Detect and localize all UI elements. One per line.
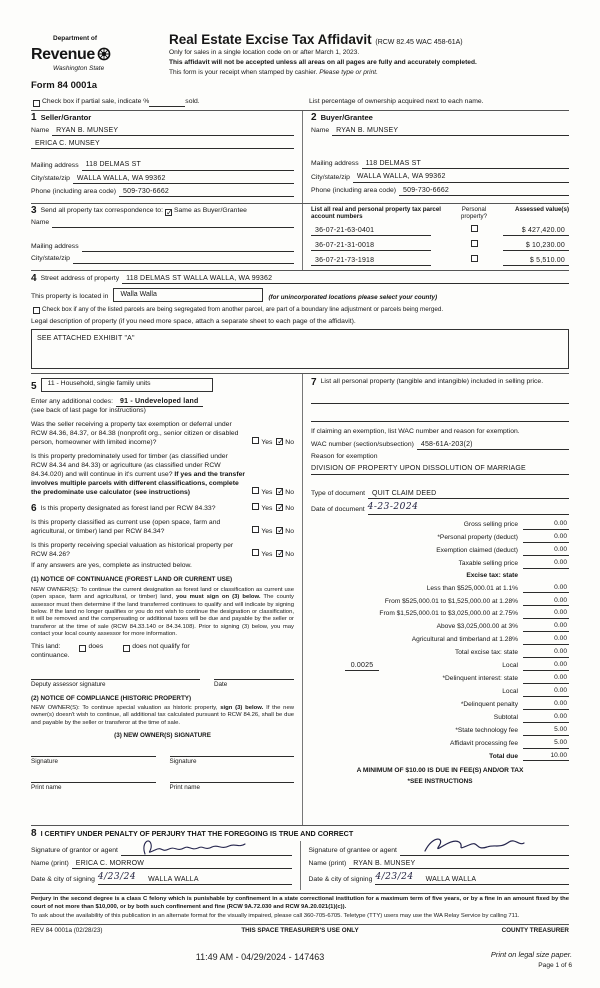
grantee-signature [417, 833, 527, 859]
current-use-question: Is this property classified as current use (open space, farm and agricultural, or timber) land per RCW 84.34? Yes ✓No [31, 518, 294, 535]
same-as-buyer-checkbox[interactable]: ✓ [165, 207, 173, 217]
county-select[interactable]: Walla Walla [113, 288, 263, 302]
deputy-date-label: Date [214, 681, 228, 689]
partial-sale-row [31, 98, 569, 107]
amount-field[interactable]: 0.00 [523, 648, 569, 658]
buyer-title: Buyer/Grantee [320, 112, 373, 122]
seller-phone-field[interactable]: 509-730-6662 [119, 187, 294, 197]
current-use-yes-no: Yes ✓No [250, 526, 294, 537]
seller-city-label: City/state/zip [31, 174, 70, 182]
seller-title: Seller/Grantor [40, 112, 92, 122]
new-owner-signature-field-2[interactable] [170, 748, 295, 757]
street-address-label: Street address of property [40, 275, 120, 283]
no-checkbox[interactable]: ✓ [277, 525, 284, 535]
rev-form-id: REV 84 0001a (02/28/23) [31, 926, 103, 934]
assessed-value-field[interactable]: $ 5,510.00 [503, 256, 569, 266]
parties-section [31, 110, 569, 203]
excise-row: Total excise tax: state 0.00 [454, 648, 567, 657]
amount-field[interactable]: 0.00 [523, 559, 569, 569]
revenue-wheel-icon [97, 47, 111, 61]
section-3-number: 3 [31, 204, 37, 216]
excise-row: Affidavit processing fee 5.00 [449, 738, 567, 747]
does-not-qualify-checkbox[interactable] [123, 645, 130, 652]
amount-field[interactable]: 0.00 [523, 622, 569, 632]
correspondence-label: Send all property tax correspondence to: [40, 207, 163, 215]
seller-phone-label: Phone (including area code) [31, 188, 117, 196]
seller-mailing-label: Mailing address [31, 161, 79, 169]
buyer-mailing-label: Mailing address [311, 160, 359, 168]
partial-sale-checkbox[interactable] [33, 100, 40, 107]
new-owners-signature-heading: (3) NEW OWNER(S) SIGNATURE [114, 732, 211, 740]
personal-property-blank-line-2[interactable] [311, 413, 569, 422]
total-due-field[interactable]: 10.00 [523, 752, 569, 762]
legal-size-note: Print on legal size paper. [490, 950, 572, 959]
grantor-city-of-signing: WALLA WALLA [148, 875, 199, 883]
land-use-code-select[interactable]: 11 - Household, single family units [41, 378, 213, 392]
grantor-signature-block [31, 841, 300, 890]
certification-section [31, 825, 569, 890]
forest-yes-no: Yes ✓No [250, 503, 294, 514]
notice-continuance-heading: (1) NOTICE OF CONTINUANCE (FOREST LAND OR CURRENT USE) [31, 576, 233, 584]
excise-row: Exemption claimed (deduct) 0.00 [436, 545, 567, 554]
excise-row: Agricultural and timberland at 1.28% 0.00 [411, 635, 567, 644]
page-indicator: Page 1 of 6 [538, 962, 572, 969]
correspondence-and-parcels [31, 203, 569, 270]
amount-field[interactable]: 0.00 [523, 609, 569, 619]
buyer-name-label: Name [311, 127, 330, 135]
wac-number-field[interactable]: 458-61A-203(2) [417, 440, 569, 450]
parcel-account-field[interactable]: 36-07-21-73-1918 [311, 256, 431, 266]
new-owner-print-name-field-1[interactable] [31, 774, 156, 783]
buyer-section [303, 111, 569, 203]
timber-agriculture-question: Is this property predominately used for timber (as classified under RCW 84.34 and 84.33) or agriculture (as classified under RCW 84.34.020) and will continue in it's current use? If yes and the transfer involves multiple parcels with different classifications, complete the predominate use calculator (see instructions) Yes ✓No [31, 452, 294, 496]
additional-codes-label: Enter any additional codes: [31, 397, 113, 405]
seller-mailing-field[interactable]: 118 DELMAS ST [82, 160, 294, 170]
section-6-number: 6 [31, 502, 37, 514]
assessed-value-field[interactable]: $ 10,230.00 [503, 241, 569, 251]
property-section [31, 270, 569, 369]
personal-property-header: Personal property? [460, 205, 488, 221]
grantee-city-of-signing: WALLA WALLA [425, 875, 477, 883]
amount-field[interactable]: 0.00 [523, 533, 569, 543]
wac-number-label: WAC number (section/subsection) [311, 440, 414, 448]
excise-row: *Delinquent penalty 0.00 [460, 700, 567, 709]
header-note-2: This affidavit will not be accepted unless all areas on all pages are fully and accurately completed. [169, 58, 477, 66]
excise-row: Above $3,025,000.00 at 3% 0.00 [436, 622, 567, 631]
date-of-document-field[interactable] [368, 502, 569, 515]
personal-property-checkbox[interactable] [471, 255, 478, 262]
correspondence-city-label: City/state/zip [31, 255, 70, 263]
notice-continuance-paragraph: NEW OWNER(S): To continue the current designation as forest land or classification as current use (open space, farm and agricultural, or timber) land, you must sign on (3) below. The county assessor must then determine if the land transferred continues to qualify and will indicate by signing below. If the land no longer qualifies or you do not wish to continue the designation or classification, it will be removed and the compensating or additional taxes will be due and payable by the seller or transferor at the time of sale (RCW 84.33.140 or 84.34.108). Prior to signing (3) below, you may contact your local county assessor for more information. [31, 586, 294, 637]
parcel-row [311, 225, 569, 236]
parcel-table-header [311, 206, 569, 221]
treasurer-space-label: THIS SPACE TREASURER'S USE ONLY [241, 926, 359, 934]
grantor-date-city-field[interactable] [98, 872, 292, 885]
yes-checkbox[interactable] [252, 503, 259, 510]
amount-field[interactable]: 0.00 [523, 520, 569, 530]
dept-of-label: Department of [53, 35, 98, 42]
type-of-document-field[interactable]: QUIT CLAIM DEED [368, 489, 569, 499]
excise-row: Subtotal 0.00 [493, 713, 567, 722]
revenue-logo [31, 33, 161, 93]
excise-row: Total due 10.00 [489, 751, 567, 760]
ownership-percent-note: List percentage of ownership acquired next to each name. [309, 97, 484, 105]
date-of-document-label: Date of document [311, 506, 365, 513]
personal-property-blank-line-1[interactable] [311, 395, 569, 404]
correspondence-name-field[interactable] [52, 219, 294, 228]
section-1-number: 1 [31, 111, 37, 123]
legal-description-box[interactable] [31, 329, 569, 369]
personal-property-intro: List all personal property (tangible and intangible) included in selling price. [320, 377, 544, 385]
amount-field[interactable]: 0.00 [523, 713, 569, 723]
see-back-note: (see back of last page for instructions) [31, 406, 146, 414]
historic-property-question: Is this property receiving special valuation as historical property per RCW 84.26? Yes ✓No [31, 541, 294, 558]
segregated-label: Check box if any of the listed parcels are being segregated from another parcel, are part of a boundary line adjustment or parcels being merged. [42, 306, 444, 314]
notice-compliance-heading: (2) NOTICE OF COMPLIANCE (HISTORIC PROPERTY) [31, 694, 192, 702]
parcel-row [311, 240, 569, 251]
segregated-checkbox[interactable] [33, 307, 40, 314]
reason-for-exemption-field[interactable]: DIVISION OF PROPERTY UPON DISSOLUTION OF MARRIAGE [311, 464, 569, 475]
print-timestamp: 11:49 AM - 04/29/2024 - 147463 [195, 952, 325, 962]
no-checkbox[interactable]: ✓ [277, 502, 284, 512]
notice-compliance-paragraph: NEW OWNER(S): To continue special valuation as historic property, sign (3) below. If the new owner(s) doesn't wish to continue, all additional tax calculated pursuant to RCW 84.26, shall be due and payable by the seller or transferor at the time of sale. [31, 704, 294, 726]
seller-name-label: Name [31, 127, 50, 135]
amount-field[interactable]: 5.00 [523, 739, 569, 749]
grantee-signature-block [300, 841, 570, 890]
washington-state-label: Washington State [53, 64, 105, 72]
section-8-number: 8 [31, 827, 37, 839]
no-checkbox[interactable]: ✓ [277, 436, 284, 446]
seller-section [31, 111, 303, 203]
exemption-yes-no: Yes ✓No [250, 437, 294, 448]
no-checkbox[interactable]: ✓ [277, 548, 284, 558]
excise-row: Excise tax: state [466, 571, 518, 579]
yes-checkbox[interactable] [252, 437, 259, 444]
page-title [169, 33, 569, 47]
amount-field[interactable]: 0.00 [523, 597, 569, 607]
grantee-print-name-field[interactable]: RYAN B. MUNSEY [349, 859, 569, 869]
deputy-date-field[interactable] [214, 671, 294, 680]
parcel-account-field[interactable]: 36-07-21-31-0018 [311, 241, 431, 251]
excise-row: Local 0.00 [502, 687, 567, 696]
excise-row: *State technology fee 5.00 [455, 725, 567, 734]
buyer-phone-label: Phone (including area code) [311, 186, 397, 194]
correspondence-name-label: Name [31, 219, 50, 227]
excise-row: Taxable selling price 0.00 [458, 558, 567, 567]
alternate-format-note: To ask about the availability of this publication in an alternate format for the visually impaired, please call 360-705-6705. Teletype (TTY) users may use the WA Relay Service by calling 711. [31, 913, 520, 920]
buyer-city-field[interactable]: WALLA WALLA, WA 99362 [353, 172, 569, 182]
affidavit-form [31, 33, 569, 963]
grantee-print-name-label: Name (print) [308, 859, 347, 867]
parcel-table [303, 204, 569, 270]
personal-property-column [303, 374, 569, 825]
exemption-deferral-question: Was the seller receiving a property tax exemption or deferral under RCW 84.36, 84.37, or 84.38 (nonprofit org., senior citizen or disabled person, homeowner with limited income)? Yes ✓No [31, 420, 294, 446]
assessed-value-field[interactable]: $ 427,420.00 [503, 226, 569, 236]
amount-field[interactable]: 0.00 [523, 661, 569, 671]
reason-for-exemption-label: Reason for exemption [311, 452, 378, 460]
grantee-date-city-field[interactable] [375, 872, 569, 885]
grantor-date-city-label: Date & city of signing [31, 875, 95, 883]
located-in-label: This property is located in [31, 293, 109, 301]
legal-description-label: Legal description of property (if you need more space, attach a separate sheet to each page of the affidavit). [31, 317, 356, 325]
section-4-number: 4 [31, 273, 37, 285]
amount-field[interactable]: 0.00 [523, 674, 569, 684]
continuance-qualify-row: This land: does does not qualify for [31, 643, 190, 651]
legal-description-value: SEE ATTACHED EXHIBIT "A" [37, 334, 135, 342]
amount-field[interactable]: 0.00 [523, 584, 569, 594]
unincorporated-note: (for unincorporated locations please select your county) [268, 294, 438, 302]
correspondence-mailing-label: Mailing address [31, 243, 79, 251]
seller-city-field[interactable]: WALLA WALLA, WA 99362 [73, 174, 294, 184]
continuance-word: continuance. [31, 652, 70, 660]
form-rcw-reference: (RCW 82.45 WAC 458-61A) [375, 39, 463, 46]
amount-field[interactable]: 0.00 [523, 687, 569, 697]
excise-row: Less than $525,000.01 at 1.1% 0.00 [426, 583, 567, 592]
perjury-statement: Perjury in the second degree is a class C felony which is punishable by confinement in a state correctional institution for a maximum term of five years, or by a fine in an amount fixed by the court of not more than $10,000, or by both such confinement and fine (RCW 9A.72.030 and RCW 9A.20.021(1)(c)). [31, 893, 569, 911]
revenue-wordmark: Revenue [31, 45, 95, 63]
seller-name-2-field[interactable]: ERICA C. MUNSEY [31, 139, 294, 149]
personal-property-checkbox[interactable] [471, 225, 478, 232]
form-footer-row [31, 924, 569, 935]
header-note-3: This form is your receipt when stamped by cashier. Please type or print. [169, 69, 378, 77]
additional-codes-field[interactable]: 91 - Undeveloped land [116, 397, 203, 407]
type-of-document-label: Type of document [311, 490, 366, 498]
section-5-number: 5 [31, 380, 37, 392]
see-instructions-note: *SEE INSTRUCTIONS [407, 778, 473, 786]
seller-name-1-field[interactable]: RYAN B. MUNSEY [52, 126, 294, 136]
buyer-city-label: City/state/zip [311, 173, 350, 181]
local-rate-field[interactable]: 0.0025 [345, 661, 379, 671]
amount-field[interactable]: 5.00 [523, 726, 569, 736]
correspondence-mailing-field[interactable] [82, 243, 294, 252]
forest-land-question: 6 Is this property designated as forest land per RCW 84.33? Yes ✓No [31, 502, 294, 514]
section-7-number: 7 [311, 376, 317, 388]
use-and-tax-section [31, 373, 569, 825]
new-owner-signature-field-1[interactable] [31, 748, 156, 757]
new-owner-print-name-field-2[interactable] [170, 774, 295, 783]
amount-field[interactable]: 0.00 [523, 546, 569, 556]
grantee-date-city-label: Date & city of signing [308, 875, 373, 883]
buyer-mailing-field[interactable]: 118 DELMAS ST [362, 159, 569, 169]
street-address-field[interactable]: 118 DELMAS ST WALLA WALLA, WA 99362 [122, 274, 569, 284]
does-qualify-checkbox[interactable] [79, 645, 86, 652]
excise-row: *Personal property (deduct) 0.00 [437, 533, 567, 542]
parcel-row [311, 255, 569, 266]
timber-yes-no: Yes ✓No [250, 487, 294, 498]
buyer-name-field[interactable]: RYAN B. MUNSEY [332, 126, 569, 136]
no-checkbox[interactable]: ✓ [277, 486, 284, 496]
exemption-instruction: If claiming an exemption, list WAC number and reason for exemption. [311, 427, 520, 435]
parcel-accounts-header: List all real and personal property tax parcel account numbers [311, 205, 441, 221]
yes-checkbox[interactable] [252, 526, 259, 533]
historic-yes-no: Yes ✓No [250, 549, 294, 560]
correspondence-section [31, 204, 303, 270]
land-use-column: 5 11 - Household, single family units Enter any additional codes: 91 - Undeveloped land (see back of last page for instructions) Was the seller receiving a property tax exemption or deferral under RCW 84.36, 84.37, or 84.38 (nonprofit org., senior citizen or disabled person, homeowner with limited income)? Yes ✓No Is this property predominately used for timber (as classified under RCW 84.34 and 84.33) or agriculture (as classified under RCW 84.34.020) and will continue in it's current use? If yes and the transfer involves multiple parcels with different classifications, complete the predominate use calculator (see instructions) Yes ✓No 6 Is this property designated as forest land per RCW 84.33? Yes ✓No Is this property classified as current use (open space, farm and agricultural, or timber) land per RCW 84.34? Yes ✓No Is this property receiving special valuation as historical property per RCW 84.26? Yes ✓No If any answers are yes, complete as instructed below. (1) NOTICE OF CONTINUANCE (FOREST LAND OR CURRENT USE) NEW OWNER(S): To continue the current designation as forest land or classification as current use (open space, farm and agricultural, or timber) land, you must sign on (3) below. The county assessor must then determine if the land transferred continues to qualify and will indicate by signing below. If the land no longer qualifies or you do not wish to continue the designation or classification, it will be removed and the compensating or additional taxes will be due and payable by the seller or transferor at the time of sale (RCW 84.33.140 or 84.34.108). Prior to signing (3) below, you may contact your local county assessor for more information. This land: does does not qualify for continuance. Deputy assessor signature Date (2) NOTICE OF COMPLIANCE (HISTORIC PROPERTY) NEW OWNER(S): To continue special valuation as historic property, sign (3) below. If the new owner(s) doesn't wish to continue, all additional tax calculated pursuant to RCW 84.26, shall be due and payable by the seller or transferor at the time of sale. (3) NEW OWNER(S) SIGNATURE Signature Signature Print name Print name [31, 374, 303, 825]
correspondence-city-field[interactable] [73, 255, 294, 264]
excise-row: Gross selling price 0.00 [463, 520, 567, 529]
deputy-assessor-signature-field[interactable] [31, 671, 200, 680]
excise-row: 0.0025 Local 0.00 [311, 661, 569, 671]
partial-sold-label: sold. [185, 97, 200, 105]
partial-sale-label: Check box if partial sale, indicate % [42, 97, 150, 105]
section-2-number: 2 [311, 111, 317, 123]
excise-row: From $1,525,000.01 to $3,025,000.00 at 2.75% 0.00 [379, 609, 567, 618]
excise-row: *Delinquent interest: state 0.00 [442, 674, 567, 683]
certification-statement: I CERTIFY UNDER PENALTY OF PERJURY THAT THE FOREGOING IS TRUE AND CORRECT [40, 829, 354, 839]
form-number: Form 84 0001a [31, 80, 98, 92]
minimum-due-note: A MINIMUM OF $10.00 IS DUE IN FEE(S) AND/OR TAX [356, 767, 524, 775]
partial-percent-field[interactable] [149, 98, 185, 107]
deputy-assessor-label: Deputy assessor signature [31, 681, 106, 689]
grantor-print-name-field[interactable]: ERICA C. MORROW [72, 859, 292, 869]
form-header [31, 33, 569, 93]
yes-checkbox[interactable] [252, 549, 259, 556]
grantor-print-name-label: Name (print) [31, 859, 69, 867]
grantee-signature-label: Signature of grantee or agent [308, 846, 397, 854]
grantor-signature-label: Signature of grantor or agent [31, 846, 118, 854]
amount-field[interactable]: 0.00 [523, 700, 569, 710]
handwritten-document-date: 4-23-2024 [367, 502, 419, 513]
grantee-handwritten-date: 4/23/24 [375, 871, 414, 882]
parcel-account-field[interactable]: 36-07-21-63-0401 [311, 226, 431, 236]
excise-row: From $525,000.01 to $1,525,000.00 at 1.28% 0.00 [384, 596, 567, 605]
buyer-phone-field[interactable]: 509-730-6662 [399, 186, 569, 196]
assessed-values-header: Assessed value(s) [515, 205, 569, 213]
grantor-signature [139, 835, 249, 859]
same-as-buyer-label: Same as Buyer/Grantee [173, 207, 247, 215]
grantor-handwritten-date: 4/23/24 [97, 871, 137, 882]
county-treasurer-label: COUNTY TREASURER [501, 926, 569, 934]
if-yes-note: If any answers are yes, complete as instructed below. [31, 562, 192, 570]
amount-field[interactable]: 0.00 [523, 635, 569, 645]
form-title-text: Real Estate Excise Tax Affidavit [169, 32, 372, 47]
personal-property-checkbox[interactable] [471, 240, 478, 247]
yes-checkbox[interactable] [252, 487, 259, 494]
header-note-1: Only for sales in a single location code on or after March 1, 2023. [169, 48, 360, 56]
